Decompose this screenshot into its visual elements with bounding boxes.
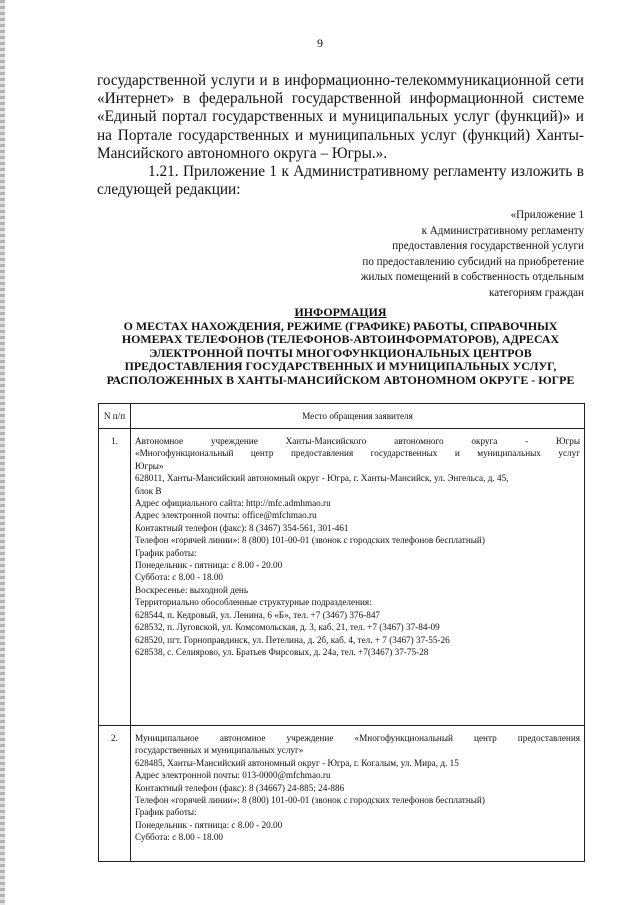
page-number: 9: [317, 36, 323, 50]
entry-line: Понедельник - пятница: с 8.00 - 20.00: [135, 819, 283, 830]
heading-line: ПРЕДОСТАВЛЕНИЯ ГОСУДАРСТВЕННЫХ И МУНИЦИПАЛЬНЫХ УСЛУГ,: [124, 359, 557, 373]
heading-line: ЭЛЕКТРОННОЙ ПОЧТЫ МНОГОФУНКЦИОНАЛЬНЫХ ЦЕНТРОВ: [149, 345, 532, 360]
row-content: [131, 726, 585, 862]
entry-line: «Многофункциональный центр предоставления государственных и муниципальных услуг: [135, 448, 580, 459]
entry-line: Суббота: с 8.00 - 18.00: [135, 832, 224, 843]
entry-line: Адрес электронной почты: office@mfchmao.ru: [135, 510, 317, 521]
appendix-note: [284, 208, 584, 302]
entry-line: График работы:: [135, 807, 197, 818]
entry-line: Муниципальное автономное учреждение «Многофункциональный центр предоставления: [135, 733, 580, 743]
entry-line: Контактный телефон (факс): 8 (34667) 24-885; 24-886: [135, 782, 345, 793]
heading-line: О МЕСТАХ НАХОЖДЕНИЯ, РЕЖИМЕ (ГРАФИКЕ) РАБОТЫ, СПРАВОЧНЫХ: [123, 318, 558, 333]
appendix-line: категориям граждан: [488, 286, 584, 299]
table-row: [99, 726, 585, 862]
entry-line: График работы:: [135, 547, 197, 558]
appendix-line: к Административному регламенту: [421, 224, 584, 237]
entry-line: Телефон «горячей линии»: 8 (800) 101-00-01 (звонок с городских телефонов бесплатный): [135, 795, 485, 806]
entry-line: Телефон «горячей линии»: 8 (800) 101-00-01 (звонок с городских телефонов бесплатный): [135, 535, 485, 546]
appendix-line: предоставления государственной услуги: [392, 240, 584, 253]
entry-line: блок В: [135, 485, 162, 496]
entry-line: 628011, Ханты-Мансийский автономный округ - Югра, г. Ханты-Мансийск, ул. Энгельса, д. 45,: [135, 473, 509, 484]
entry-line: Понедельник - пятница: с 8.00 - 20.00: [135, 560, 283, 571]
appendix-line: по предоставлению субсидий на приобретение: [362, 255, 584, 268]
header-number: N п/п: [99, 404, 131, 429]
entry-line: Контактный телефон (факс): 8 (3467) 354-561, 301-461: [135, 522, 349, 533]
entry-line: Югры»: [135, 460, 164, 471]
table-header-row: [99, 404, 585, 429]
entry-line: Воскресенье: выходной день: [135, 584, 249, 595]
section-heading: [97, 306, 584, 387]
entry-line: Суббота: с 8.00 - 18.00: [135, 572, 224, 583]
header-place: Место обращения заявителя: [131, 404, 585, 429]
heading-line: НОМЕРАХ ТЕЛЕФОНОВ (ТЕЛЕФОНОВ-АВТОИНФОРМАТОРОВ), АДРЕСАХ: [121, 332, 560, 346]
row-content: [131, 429, 585, 726]
entry-line: 628544, п. Кедровый, ул. Ленина, 6 «Б», тел. +7 (3467) 376-847: [135, 609, 381, 620]
entry-line: 628485, Ханты-Мансийский автономный округ - Югра, г. Когалым, ул. Мира, д. 15: [135, 757, 459, 768]
entry-line: Территориально обособленные структурные подразделения:: [135, 597, 372, 608]
entry-line: Автономное учреждение Ханты-Мансийского автономного округа - Югры: [135, 436, 580, 446]
appendix-line: жилых помещений в собственность отдельным: [360, 271, 584, 284]
body-text: [97, 72, 584, 199]
row-number: 1.: [99, 429, 131, 726]
heading-line: РАСПОЛОЖЕННЫХ В ХАНТЫ-МАНСИЙСКОМ АВТОНОМНОМ ОКРУГЕ - ЮГРЕ: [106, 372, 575, 387]
heading-title: ИНФОРМАЦИЯ: [294, 305, 387, 319]
entry-line: Адрес электронной почты: 013-0000@mfchmao.ru: [135, 770, 331, 781]
entry-line: государственных и муниципальных услуг»: [135, 745, 304, 756]
paragraph-amendment: 1.21. Приложение 1 к Административному регламенту изложить в следующей редакции:: [97, 163, 584, 199]
row-number: 2.: [99, 726, 131, 862]
entry-line: 628538, с. Селиярово, ул. Братьев Фирсовых, д. 24а, тел. +7(3467) 37-75-28: [135, 646, 429, 657]
paragraph-continuation: государственной услуги и в информационно-телекоммуникационной сети «Интернет» в федеральной государственной информационной системе «Единый портал государственных и муниципальных услуг (функций)» и на Портале государственных и муниципальных услуг (функций) Ханты-Мансийского автономного округа – Югры.».: [97, 72, 584, 162]
mfc-locations-table: [98, 403, 585, 862]
scan-binding-edge: [0, 0, 5, 905]
appendix-line: «Приложение 1: [510, 209, 584, 221]
entry-line: 628532, п. Луговской, ул. Комсомольская, д. 3, каб. 21, тел. +7 (3467) 37-84-09: [135, 622, 440, 633]
entry-line: Адрес официального сайта: http://mfc.admhmao.ru: [135, 498, 331, 509]
entry-line: 628520, пгт. Горноправдинск, ул. Петелина, д. 2б, каб. 4, тел. + 7 (3467) 37-55-26: [135, 634, 450, 645]
table-row: [99, 429, 585, 726]
